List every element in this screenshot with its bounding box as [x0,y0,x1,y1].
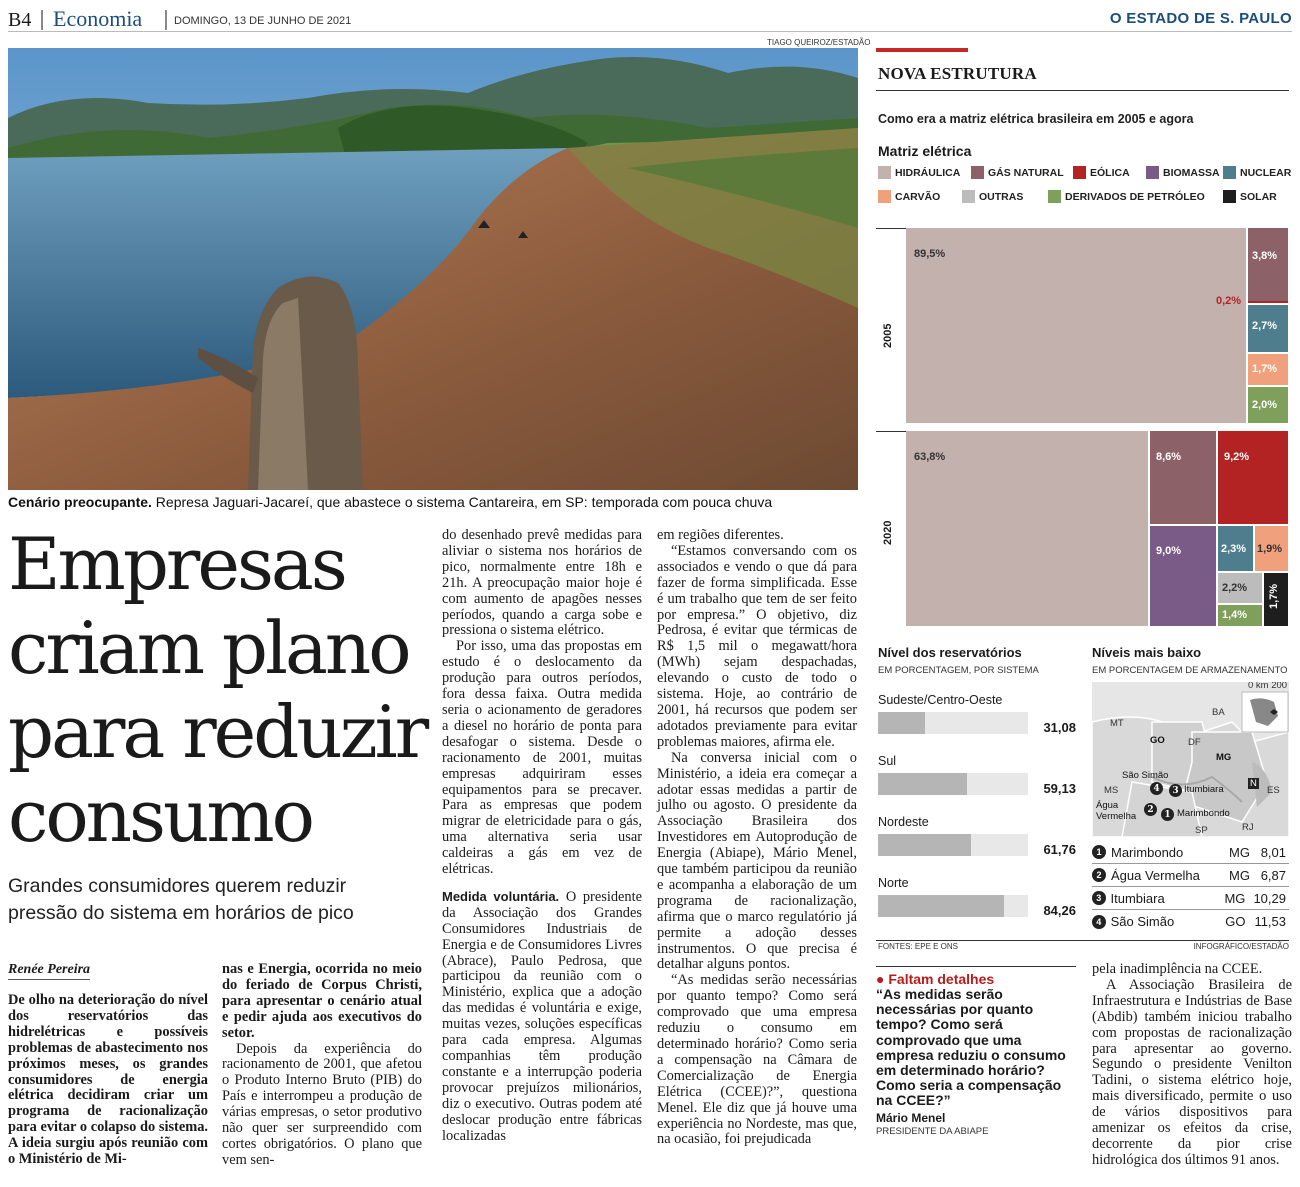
plant-name: Água Vermelha [1111,867,1200,883]
paragraph: pela inadimplência na CCEE. [1092,961,1263,977]
treemap-value: 1,7% [1252,363,1278,375]
lowest-table [1092,841,1289,933]
treemap-value: 2,0% [1252,399,1278,411]
map-label: MG [1216,752,1232,763]
pull-quote-text: “As medidas serão necessárias por quanto tempo? Como será comprovado que uma empresa reduziu o consumo em determinado horário? Como seria a compensação na CCEE?” [876,986,1066,1109]
legend-item [1073,166,1130,179]
lead-paragraph: nas e Energia, ocorrida no meio do feriado de Corpus Christi, para apresentar o cenário atual e pedir ajuda aos executivos do setor. [222,961,422,1041]
map-label: GO [1150,735,1165,746]
reservoir-bar [878,895,1028,917]
legend-swatch [1146,166,1159,179]
map-label: MT [1110,718,1124,729]
lowest-subtitle: EM PORCENTAGEM DE ARMAZENAMENTO [1092,665,1288,676]
legend-item [1048,190,1205,203]
reservoir-name: Nordeste [878,815,929,829]
legend-item [1223,190,1277,203]
legend-swatch [1073,166,1086,179]
reservoir-value: 59,13 [1043,781,1076,796]
byline: Renée Pereira [8,962,90,980]
legend-swatch [962,190,975,203]
map [1092,682,1289,837]
divider [876,90,1289,91]
plant-value: 11,53 [1254,914,1287,929]
plant-name: Itumbiara [1110,890,1165,906]
legend-label: OUTRAS [979,190,1024,203]
treemap-cell-solar [1264,573,1288,626]
map-label: Marimbondo [1177,808,1230,819]
sources: FONTES: EPE E ONS [878,942,959,951]
edition-date: DOMINGO, 13 DE JUNHO DE 2021 [174,15,352,27]
caption-text: Represa Jaguari-Jacareí, que abastece o sistema Cantareira, em SP: temporada com pouca chuva [151,494,773,510]
treemap-cell-derivados [1248,387,1288,423]
legend-swatch [878,166,891,179]
paragraph: “As medidas serão necessárias por quanto tempo? Como será comprovado que uma empresa reduziu o consumo em determinado horário? Como seria a compensação na Câmara de Comercialização de Energia Elétrica (CCEE)?”, questiona Menel. Ele diz que já houve uma experiência no Nordeste, mas que, na ocasião, foi prejudicada [657,972,857,1148]
treemap-cell-hidraulica [906,431,1148,626]
map-label: São Simão [1122,770,1169,781]
plant-value: 6,87 [1260,867,1286,883]
treemap-cell-gas [1248,228,1288,301]
reservoir-row [878,876,1076,917]
year-label-2005: 2005 [882,323,894,348]
article-column-6 [1092,962,1292,1169]
article-column-1 [8,993,208,1168]
paragraph: “Estamos conversando com os associados e vendo o que dá para fazer de forma simplificada. Esse é um trabalho que tem de ser feito por empresa.” O objetivo, diz Pedrosa, é evitar que térmicas de R$ 1,5 mil o megawatt/hora (MWh) sejam despachadas, elevando o custo de todo o sistema. Hoje, ao contrário de 2001, há recursos que podem ser adotados previamente para evitar problemas maiores, afirma ele. [657,542,857,750]
map-label: RJ [1242,822,1254,833]
legend-swatch [1223,190,1236,203]
treemap-cell-eolica [1248,301,1288,303]
treemap-value: 63,8% [914,451,946,463]
legend-item [962,190,1023,203]
divider [165,10,167,30]
reservoir-bar [878,773,1028,795]
map-marker: 4 [1150,782,1163,795]
reservoir-value: 84,26 [1043,903,1076,918]
treemap-cell-carvao [1255,526,1288,571]
treemap-cell-nuclear [1218,526,1253,571]
map-scale: 0 km 200 [1248,682,1288,691]
infographic-credit: INFOGRÁFICO/ESTADÃO [1193,942,1289,951]
page-header [8,6,1292,32]
page-number: B4 [8,9,32,31]
legend-label: BIOMASSA [1163,166,1220,179]
treemap-value: 0,2% [1216,295,1242,307]
divider [41,10,43,30]
treemap-cell-outras [1218,573,1262,603]
plant-value: 8,01 [1260,844,1286,860]
infographic [876,48,1292,951]
matrix-title: Matriz elétrica [878,143,972,159]
plant-name: São Simão [1110,914,1175,929]
article-column-2 [222,962,422,1169]
rank-badge: 2 [1092,868,1106,882]
reservoir-row [878,815,1076,856]
map-label: BA [1212,707,1225,718]
reservoirs-subtitle: EM PORCENTAGEM, POR SISTEMA [878,665,1039,676]
caption-lead: Cenário preocupante. [8,494,152,510]
legend-item [971,166,1064,179]
plant-name: Marimbondo [1111,844,1184,860]
treemap-value: 1,7% [1268,583,1280,609]
section-name: Economia [53,6,143,31]
reservoir-value: 31,08 [1043,720,1076,735]
legend-label: HIDRÁULICA [895,166,961,179]
quote-author-role: PRESIDENTE DA ABIAPE [876,1125,989,1137]
divider [876,940,1289,941]
legend-item [878,166,960,179]
infographic-accent [876,48,968,52]
rank-badge: 3 [1092,891,1106,905]
photo-caption [8,494,868,510]
plant-state: MG [1229,867,1250,883]
treemap-value: 1,4% [1222,609,1248,621]
map-marker: 2 [1144,803,1157,816]
treemap-cell-derivados [1218,605,1262,626]
legend-label: EÓLICA [1090,166,1130,179]
reservoir-photo-illustration [8,48,858,490]
newspaper-brand: O ESTADO DE S. PAULO [1109,10,1292,27]
map-marker: 1 [1161,808,1174,821]
treemap-cell-eolica [1218,431,1288,524]
treemap-value: 2,7% [1252,320,1278,332]
reservoir-bar-fill [878,834,971,856]
quote-author: Mário Menel [876,1110,946,1125]
map-label: Água Vermelha [1096,800,1137,822]
reservoir-row [878,693,1076,734]
plant-state: GO [1225,914,1246,929]
article-column-3 [442,528,642,1144]
treemap-value: 3,8% [1252,250,1278,262]
paragraph: em regiões diferentes. [657,527,784,543]
treemap-value: 8,6% [1156,451,1182,463]
map-label: MS [1104,785,1119,796]
legend-label: SOLAR [1240,190,1277,203]
paragraph: Depois da experiência do racionamento de 2001, que afetou o Produto Interno Bruto (PIB) do País e interrompeu a produção de várias empresas, o setor produtivo não quer ser surpreendido com cortes obrigatórios. O plano que vem sen- [222,1040,422,1168]
reservoirs-title: Nível dos reservatórios [878,645,1022,660]
legend-label: NUCLEAR [1240,166,1292,179]
treemap-value: 1,9% [1257,543,1283,555]
treemap-cell-biomassa [1150,526,1216,626]
treemap-value: 9,0% [1156,545,1182,557]
reservoir-photo [8,48,858,490]
pull-quote-heading: ● Faltam detalhes [876,971,995,987]
infographic-title: NOVA ESTRUTURA [878,64,1037,83]
reservoir-value: 61,76 [1043,842,1076,857]
legend-item [878,190,940,203]
pull-quote-heading-text: Faltam detalhes [888,971,995,987]
subheading: Medida voluntária. [442,888,560,904]
reservoir-row [878,754,1076,795]
treemap-cell-nuclear [1248,305,1288,352]
headline [8,522,428,858]
map-marker: 3 [1169,784,1182,797]
treemap-cell-gas [1150,431,1216,524]
infographic-subtitle: Como era a matriz elétrica brasileira em 2005 e agora [878,112,1194,126]
map-label: ES [1267,785,1280,796]
rank-badge: 4 [1092,915,1106,929]
paragraph: A Associação Brasileira de Infraestrutura e Indústrias de Base (Abdib) também iniciou trabalho com propostas de racionalização para apresentar ao governo. Segundo o presidente Venilton Tadini, o sistema elétrico hoje, mais diversificado, permite o uso de vários dispositivos para amenizar os efeitos da crise, decorrente da pior crise hidrológica dos últimos 91 anos. [1092,976,1292,1168]
map-label: DF [1188,737,1201,748]
treemap-cell-carvao [1248,354,1288,385]
table-row [1092,841,1289,864]
table-row [1092,864,1289,887]
legend-label: GÁS NATURAL [988,166,1064,179]
reservoir-bar-fill [878,712,925,734]
paragraph: do desenhado prevê medidas para aliviar o sistema nos horários de pico, normalmente entre 18h e 21h. A preocupação maior hoje é com aumento de apagões nesses períodos, quando a carga sobe e pressiona o sistema elétrico. [442,527,642,639]
deck: Grandes consumidores querem reduzir pressão do sistema em horários de pico [8,875,354,924]
reservoir-bar [878,834,1028,856]
headline-line: criam plano [8,606,409,690]
legend-swatch [1048,190,1061,203]
headline-line: consumo [8,774,312,858]
legend-swatch [1223,166,1236,179]
legend-swatch [971,166,984,179]
lead-paragraph: De olho na deterioração do nível dos reservatórios das hidrelétricas e possíveis problemas de abastecimento nos próximos meses, os grandes consumidores de energia elétrica decidiram criar um programa de racionalização para evitar o colapso do sistema. A ideia surgiu após reunião com o Ministério de Mi- [8,992,208,1168]
reservoir-name: Sul [878,754,897,768]
paragraph: O presidente da Associação dos Grandes Consumidores Industriais de Energia e de Consumidores Livres (Abrace), Paulo Pedrosa, que participou da reunião com o Ministério, explica que a adoção das medidas é voluntária e exige, muitas vezes, soluções específicas para cada empresa. Algumas companhias têm produção constante e a interrupção poderia provocar prejuízos milionários, diz o executivo. Outras podem até deslocar produção entre fábricas localizadas [442,888,642,1144]
photo-credit: TIAGO QUEIROZ/ESTADÃO [767,38,871,47]
table-row [1092,887,1289,910]
treemap-value: 2,3% [1221,543,1247,555]
map-label: Itumbiara [1184,784,1224,795]
article-column-4 [657,528,857,1148]
plant-state: MG [1224,890,1246,906]
year-label-2020: 2020 [882,520,894,545]
treemap-value: 9,2% [1224,451,1250,463]
plant-value: 10,29 [1253,890,1286,906]
headline-line: Empresas [8,522,345,606]
treemap-2005 [906,228,1288,423]
legend-item [1223,166,1291,179]
pull-quote [876,966,1076,1137]
lowest-title: Níveis mais baixo [1092,645,1202,660]
reservoir-bar [878,712,1028,734]
rank-badge: 1 [1092,845,1106,859]
reservoir-name: Sudeste/Centro-Oeste [878,693,1003,707]
treemap-cell-hidraulica [906,228,1246,423]
map-label: SP [1195,825,1208,836]
reservoir-bar-fill [878,895,1004,917]
treemap-2020 [906,431,1288,626]
table-row [1092,910,1289,933]
reservoir-bar-fill [878,773,967,795]
paragraph: Por isso, uma das propostas em estudo é o deslocamento da produção para outros períodos, fora dessa faixa. Outra medida seria o acionamento de geradores a diesel no horário de ponta para desafogar o sistema. Desde o racionamento de 2001, muitas empresas adquiriram esses equipamentos para se precaver. Para as empresas que podem migrar de eletricidade para o gás, uma alternativa seria usar caldeiras a gás em vez de elétricas. [442,638,642,878]
legend-label: DERIVADOS DE PETRÓLEO [1065,190,1205,203]
treemap-value: 2,2% [1222,582,1248,594]
treemap-value: 89,5% [914,248,946,260]
legend-item [1146,166,1220,179]
reservoir-name: Norte [878,876,909,890]
headline-line: para reduzir [8,690,427,774]
north-arrow-label: N [1250,778,1257,789]
plant-state: MG [1229,844,1250,860]
legend-swatch [878,190,891,203]
legend-label: CARVÃO [895,190,941,203]
paragraph: Na conversa inicial com o Ministério, a ideia era começar a adotar essas medidas a partir de julho ou agosto. O presidente da Associação Brasileira dos Investidores em Autoprodução de Energia (Abiape), Mário Menel, que também participou da reunião e acompanha a elaboração de um programa de racionalização, afirma que o marco regulatório já permite a adoção desses instrumentos. O que precisa é detalhar alguns pontos. [657,749,857,973]
